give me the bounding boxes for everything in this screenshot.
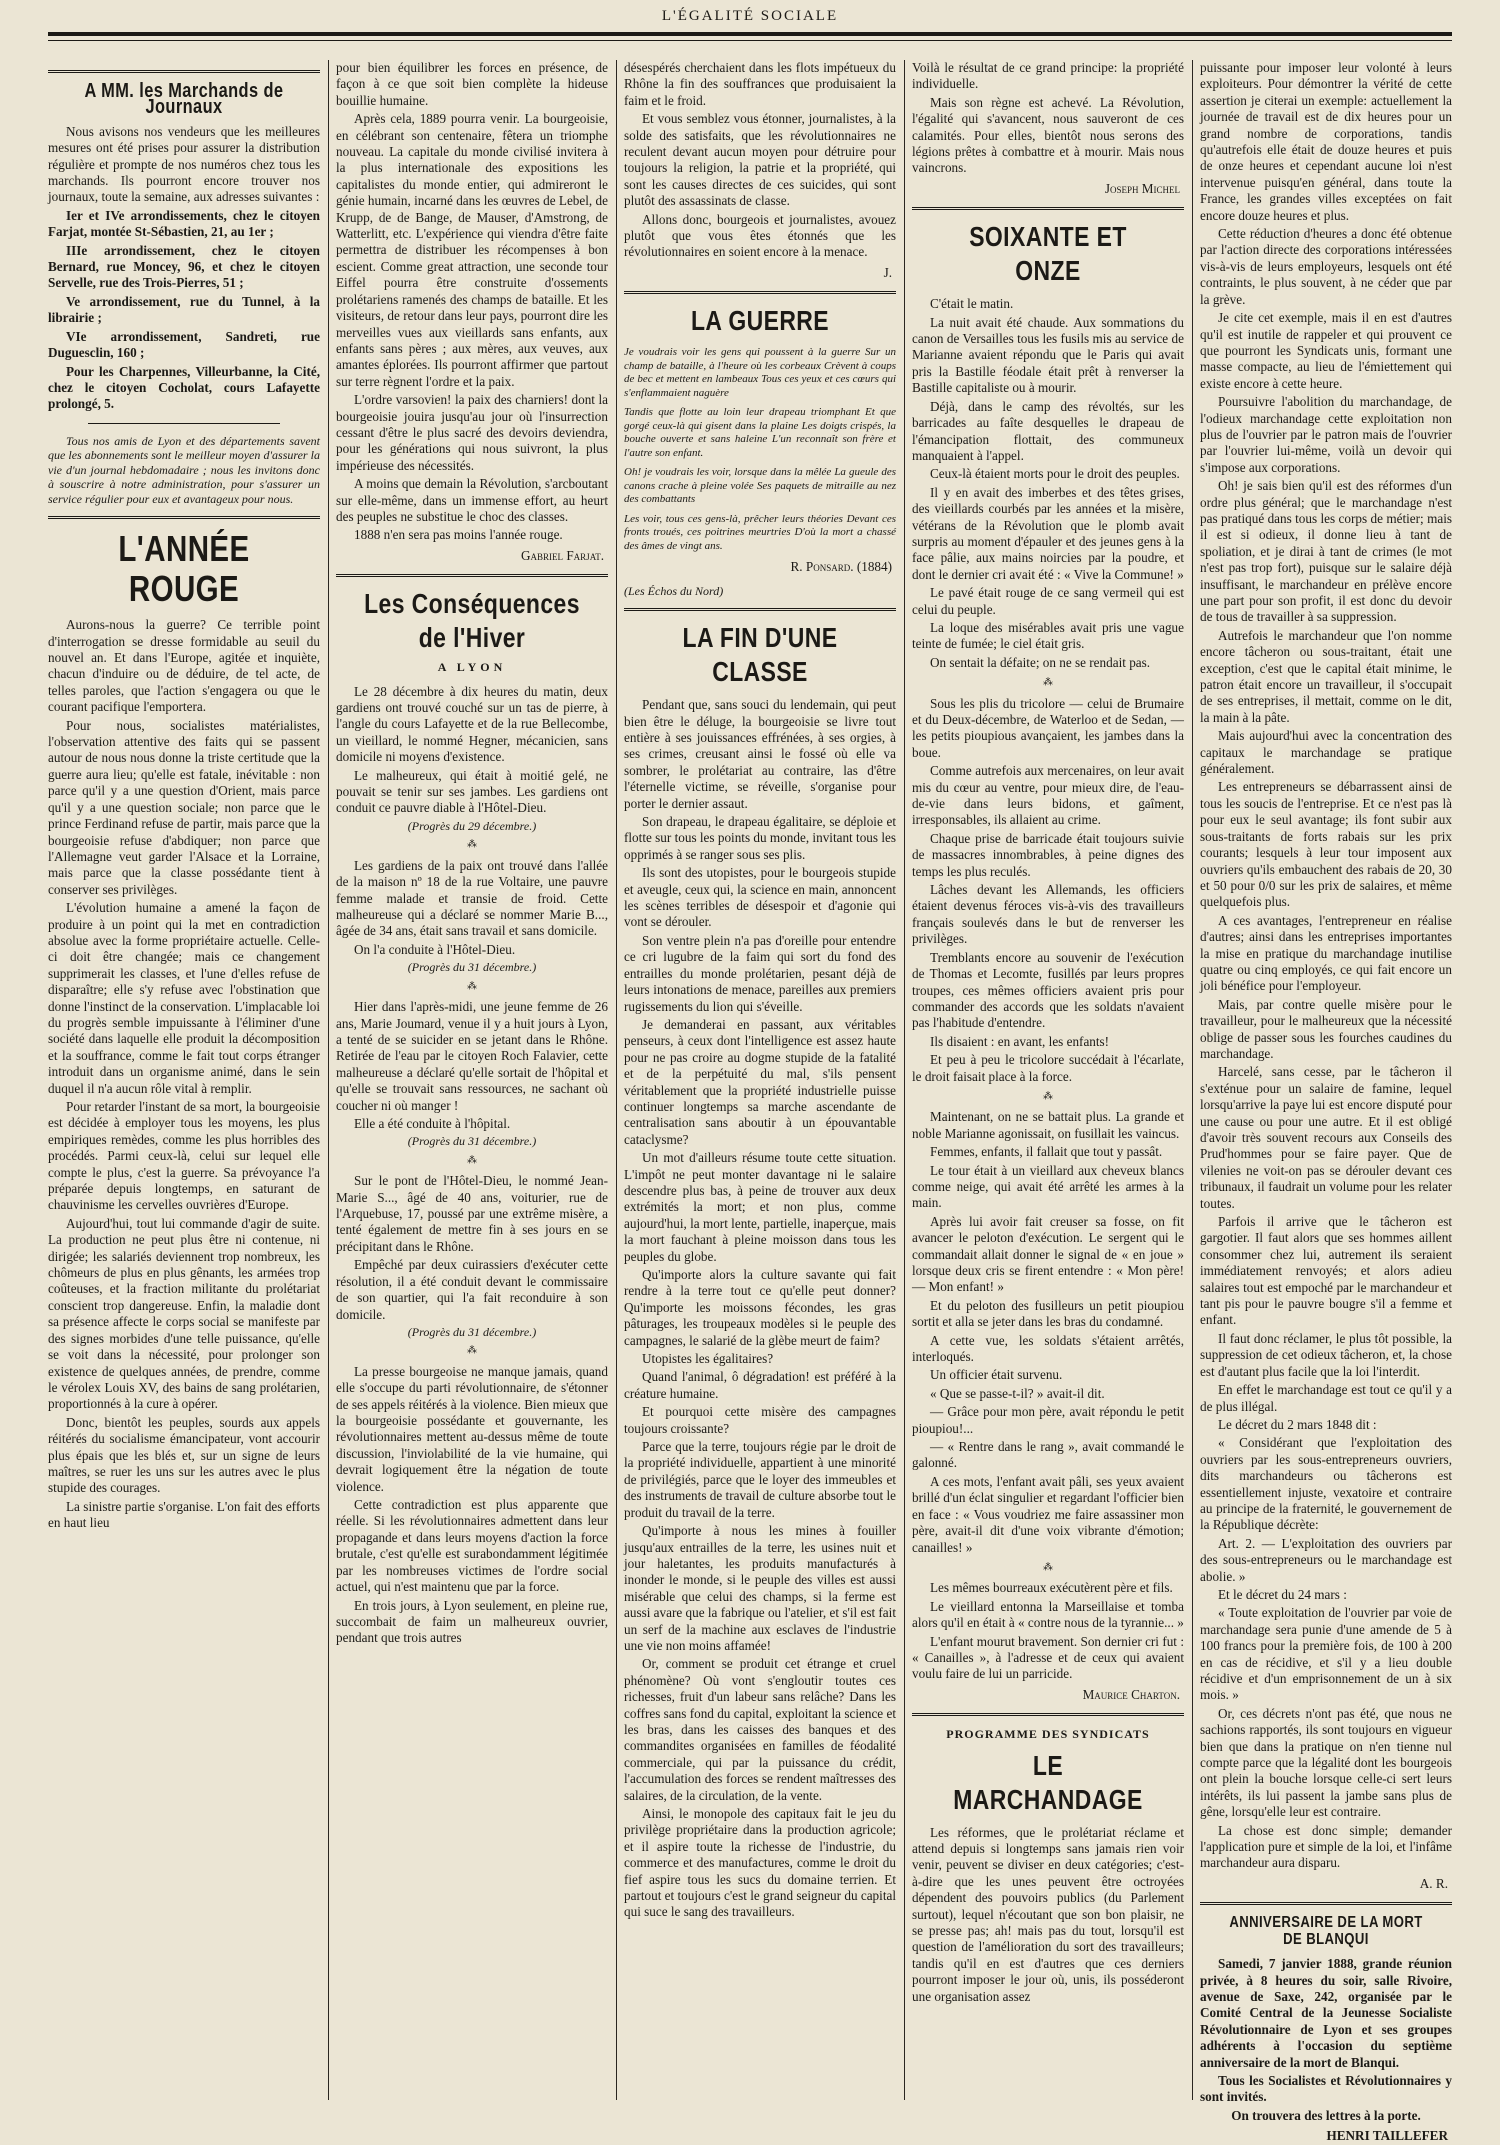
article-signature: Maurice Charton. xyxy=(1082,1686,1180,1702)
article-paragraph: Poursuivre l'abolition du marchandage, de l'odieux marchandage cette exploitation non plus de l'ouvrier par le patron mais de l'ouvrier par l'ouvrier lui-même, voilà un devoir qui s'impose aux corporations. xyxy=(1200,394,1452,475)
article-signature: J. xyxy=(883,264,892,280)
article-paragraph: Pendant que, sans souci du lendemain, qui peut bien être le déluge, la bourgeoisie se livre tout entière à ses jouissances effrénées, à ses orgies, à ses crimes, creusant ainsi le fossé où elle va sombrer, le prolétariat au contraire, las d'être l'éternelle victime, se réveille, s'organise pour porter le dernier assaut. xyxy=(624,697,896,811)
blanqui-notice: Samedi, 7 janvier 1888, grande réunion privée, à 8 heures du soir, salle Rivoire, avenue de Saxe, 242, organisée par le Comité Central de la Jeunesse Socialiste Révolutionnaire de Lyon et ses groupes adhérents à l'occasion du septième anniversaire de la mort de Blanqui. xyxy=(1200,1956,1452,2070)
masthead-rule xyxy=(48,32,1452,36)
poem-stanza: Oh! je voudrais les voir, lorsque dans la mêlée La gueule des canons crache à pleine volée Ses paquets de mitraille au nez des combattants xyxy=(624,466,896,506)
soixante-onze-title: SOIXANTE ET ONZE xyxy=(969,221,1127,287)
story-paragraph: Femmes, enfants, il fallait que tout y passât. xyxy=(930,1144,1163,1160)
article-paragraph: Voilà le résultat de ce grand principe: la propriété individuelle. xyxy=(912,60,1184,92)
story-paragraph: Comme autrefois aux mercenaires, on leur avait mis du cœur au ventre, pour mieux dire, de l'eau-de-vie dans leurs bidons, et gaîment, irresponsables, ils allaient au crime. xyxy=(912,763,1184,828)
news-source: (Progrès du 31 décembre.) xyxy=(407,960,537,975)
news-source: (Progrès du 29 décembre.) xyxy=(407,818,537,833)
rule xyxy=(48,516,320,519)
article-paragraph: Oh! je sais bien qu'il est des réformes d'un ordre plus général; que le marchandage n'est pas pratiqué dans tous les corps de métier; mais il est si odieux, il donne lieu à tant de spoliation, et je dirai à tant de crimes (le mot n'est pas trop fort), puisque sur le salaire déjà insuffisant, le marchandeur en prélève encore une part pour son profit, il est donc du devoir de tous de travailler à sa suppression. xyxy=(1200,478,1452,625)
article-paragraph: Qu'importe alors la culture savante qui fait rendre à la terre tout ce qu'elle peut donner? Qu'importe les moissons fécondes, les gras pâturages, les troupeaux modèles si le peuple des campagnes, le salarié de la glèbe meurt de faim? xyxy=(624,1267,896,1348)
guerre-title: LA GUERRE xyxy=(690,305,830,337)
story-paragraph: Et du peloton des fusilleurs un petit pioupiou sortit et alla se jeter dans les bras du condamné. xyxy=(912,1297,1184,1330)
story-paragraph: Maintenant, on ne se battait plus. La grande et noble Marianne agonissait, on fusillait les vaincus. xyxy=(912,1109,1184,1141)
poem-signature: R. Ponsard. (1884) xyxy=(790,559,892,575)
separator-stars: ⁂ xyxy=(467,1345,477,1357)
masthead xyxy=(48,6,1452,56)
rule xyxy=(88,423,280,424)
column-4 xyxy=(912,60,1184,2100)
marchands-title: A MM. les Marchands de Journaux xyxy=(84,80,284,119)
story-paragraph: La loque des misérables avait pris une vague teinte de fumée; le ciel était gris. xyxy=(912,619,1184,652)
masthead-rule xyxy=(48,40,1452,41)
article-paragraph: Art. 2. — L'exploitation des ouvriers par des sous-entrepreneurs ou le marchandage est abolie. » xyxy=(1200,1535,1452,1584)
article-paragraph: En effet le marchandage est tout ce qu'il y a de plus illégal. xyxy=(1200,1382,1452,1414)
article-paragraph: « Toute exploitation de l'ouvrier par voie de marchandage sera punie d'une amende de 5 à 100 francs pour la première fois, de 100 à 200 en cas de récidive, et s'il y a lieu double récidive et d'un emprisonnement de un à six mois. » xyxy=(1200,1605,1452,1703)
marchandage-title: LE MARCHANDAGE xyxy=(953,1749,1143,1815)
article-paragraph: A moins que demain la Révolution, s'arcboutant sur elle-même, dans un immense effort, au heurt des peuples ne substitue le choc des classes. xyxy=(336,476,608,524)
article-paragraph: Et vous semblez vous étonner, journalistes, à la solde des satisfaits, que les révolutionnaires ne reculent devant aucun moyen pour détruire pour toujours la religion, la patrie et la propriété, qui sont les causes directes de ces suicides, qui sont plutôt des assassinats de classe. xyxy=(624,111,896,209)
article-paragraph: Ils sont des utopistes, pour le bourgeois stupide et aveugle, ceux qui, la science en main, annoncent les scènes terribles de désespoir et d'agonie qui vont se dérouler. xyxy=(624,865,896,930)
article-paragraph: Aurons-nous la guerre? Ce terrible point d'interrogation se dresse formidable au seuil du nouvel an. Et dans l'Europe, agitée et inquiète, chacun d'induire ou de déduire, de tel acte, de telles paroles, que l'action s'engagera ou que le courant pacifique l'emportera. xyxy=(48,617,320,715)
rule xyxy=(624,291,896,294)
article-paragraph: Il faut donc réclamer, le plus tôt possible, la suppression de cet odieux tâcheron, et, la chose est d'autant plus facile que la loi l'interdit. xyxy=(1200,1330,1452,1379)
hiver-subtitle: A LYON xyxy=(437,660,507,675)
article-paragraph: « Considérant que l'exploitation des ouvriers par les sous-entrepreneurs ouvriers, dits marchandeurs ou tâcherons est essentiellement injuste, vexatoire et contraire au principe de la fraternité, le gouvernement de la République décrète: xyxy=(1200,1435,1452,1533)
article-paragraph: Cette réduction d'heures a donc été obtenue par l'action directe des corporations intéressées vis-à-vis de leurs employeurs, lesquels ont été contraints, le plus souvent, à ne céder que par la grève. xyxy=(1200,226,1452,307)
column-3 xyxy=(624,60,896,2100)
rule xyxy=(336,574,608,577)
article-paragraph: Un mot d'ailleurs résume toute cette situation. L'impôt ne peut monter davantage ni le salaire descendre plus bas, à peine de trouver aux deux extrémités la mort; et non plus, comme aujourd'hui, la mort lente, partielle, inaperçue, mais la mort fauchant à pleine moisson dans tous les peuples du globe. xyxy=(624,1150,896,1264)
article-paragraph: Le décret du 2 mars 1848 dit : xyxy=(1218,1416,1377,1432)
story-paragraph: Et peu à peu le tricolore succédait à l'écarlate, le droit faisait place à la force. xyxy=(912,1052,1184,1084)
column-1 xyxy=(48,60,320,2100)
article-paragraph: Qu'importe à nous les mines à fouiller jusqu'aux entrailles de la terre, les usines nuit et jour haletantes, les produits manufacturés à inonder le monde, si le peuple des villes est aussi misérable que celui des champs, si la ferme est aussi avare que la fabrique ou l'atelier, et s'il est fait un serf de la machine aux esclaves de l'industrie une vie non moins affamée! xyxy=(624,1523,896,1653)
news-item: Le 28 décembre à dix heures du matin, deux gardiens ont trouvé couché sur un tas de pierre, à l'angle du cours Lafayette et de la rue Bellecombe, un vieillard, le nommé Hegner, mécanicien, sans domicile ni moyens d'existence. xyxy=(336,683,608,765)
address-item: IIIe arrondissement, chez le citoyen Bernard, rue Moncey, 96, et chez le citoyen Servelle, rue des Trois-Pierres, 51 ; xyxy=(48,242,320,291)
article-signature: Gabriel Farjat. xyxy=(521,547,604,563)
article-paragraph: puissante pour imposer leur volonté à leurs exploiteurs. Pour démontrer la vérité de cette assertion je citerai un exemple: actuellement la journée de travail est de dix heures pour un grand nombre de corporations, tandis qu'autrefois elle était de douze heures et puis de onze heures et cependant aucune loi n'est intervenue puisqu'en général, dans toute la France, les grandes villes exceptées on fait encore douze heures et plus. xyxy=(1200,60,1452,223)
separator-stars: ⁂ xyxy=(1043,677,1053,689)
story-paragraph: Ils disaient : en avant, les enfants! xyxy=(930,1033,1110,1049)
story-paragraph: Après lui avoir fait creuser sa fosse, on fit avancer le peloton d'exécution. Le sergent qui le commandait allait donner le signal de « en joue » lorsque deux cris se firent entendre : « Mon père! — Mon enfant! » xyxy=(912,1213,1184,1295)
masthead-title: L'ÉGALITÉ SOCIALE xyxy=(661,8,839,24)
article-paragraph: Aujourd'hui, tout lui commande d'agir de suite. La production ne peut plus être ni contenue, ni dirigée; les salariés deviennent trop nombreux, les chômeurs de plus en plus gênants, les armées trop coûteuses, et la fraction militante du prolétariat conscient trop dangereuse. Enfin, la maladie dont sa présence affecte le corps social se manifeste par des signes morbides d'une telle puissance, qu'elle se voit dans la nécessité, pour prolonger son existence de quelques années, de prendre, comme le vérolex Louis XV, des bains de sang prolétarien, proportionnés à la cure à opérer. xyxy=(48,1215,320,1412)
blanqui-porte: On trouvera des lettres à la porte. xyxy=(1231,2107,1421,2123)
article-paragraph: Mais son règne est achevé. La Révolution, l'égalité qui s'avancent, nous sauveront de ces calamités. Pour elles, bientôt nous serons des légions prêtes à combattre et à mourir. Mais nous vaincrons. xyxy=(912,94,1184,176)
article-paragraph: Et le décret du 24 mars : xyxy=(1218,1586,1347,1602)
rule xyxy=(1200,1902,1452,1905)
article-paragraph: Son drapeau, le drapeau égalitaire, se déploie et flotte sur tous les points du monde, invitant tous les opprimés à se ranger sous ses plis. xyxy=(624,814,896,862)
story-paragraph: A ces mots, l'enfant avait pâli, ses yeux avaient brillé d'un éclat singulier et regardant l'officier bien en face : « Vous voudriez me faire assassiner mon père, avait-il dit d'une voix vibrante d'émotion; canailles! » xyxy=(912,1473,1184,1555)
article-paragraph: Et pourquoi cette misère des campagnes toujours croissante? xyxy=(624,1404,896,1436)
story-paragraph: La nuit avait été chaude. Aux sommations du canon de Versailles tous les fusils mis au service de Marianne avaient répondu que le Paris qui avait pris la Bastille féodale était prêt à renverser la Bastille capitaliste ou à mourir. xyxy=(912,314,1184,396)
article-paragraph: Autrefois le marchandeur que l'on nomme encore tâcheron ou sous-traitant, était une exception, c'est que le capital était minime, le patron était encore un travailleur, il s'occupait de ses entreprises, il mettait, comme on le dit, la main à la pâte. xyxy=(1200,627,1452,725)
separator-stars: ⁂ xyxy=(1043,1090,1053,1102)
story-paragraph: Le pavé était rouge de ce sang vermeil qui est celui du peuple. xyxy=(912,585,1184,617)
article-paragraph: En trois jours, à Lyon seulement, en pleine rue, succombait de faim un malheureux ouvrier, pendant que trois autres xyxy=(336,1597,608,1646)
story-paragraph: C'était le matin. xyxy=(930,296,1014,312)
article-paragraph: Allons donc, bourgeois et journalistes, avouez plutôt que vous êtes étonnés que les révolutionnaires en soient encore à la menace. xyxy=(624,211,896,260)
story-paragraph: Un officier était survenu. xyxy=(930,1367,1063,1383)
story-paragraph: Sous les plis du tricolore — celui de Brumaire et du Deux-décembre, de Waterloo et de Sedan, — les petits pioupious avançaient, les jambes dans la boue. xyxy=(912,695,1184,760)
column-5 xyxy=(1200,60,1452,2144)
article-paragraph: Son ventre plein n'a pas d'oreille pour entendre ce cri lugubre de la faim qui sort du fond des entrailles du monde prolétarien, pesant déjà de leurs intonations de menace, pareilles aux premiers rugissements du lion qui s'éveille. xyxy=(624,932,896,1014)
column-2 xyxy=(336,60,608,2100)
poem-stanza: Tandis que flotte au loin leur drapeau triomphant Et que gorgé ceux-là qui gisent dans la plaine Les doigts crispés, la bouche ouverte et sans haleine L'un reconnaît son frère et l'autre son enfant. xyxy=(624,406,896,459)
rule xyxy=(48,70,320,73)
story-paragraph: L'enfant mourut bravement. Son dernier cri fut : « Canailles », à l'adresse et de ceux qui avaient voulu faire de lui un parricide. xyxy=(912,1633,1184,1682)
marchands-intro: Nous avisons nos vendeurs que les meilleures mesures ont été prises pour assurer la distribution régulière et prompte de nos numéros chez tous les marchands. Ils pourront encore trouver nos journaux, toute la semaine, aux adresses suivantes : xyxy=(48,123,320,205)
article-signature: A. R. xyxy=(1419,1875,1448,1891)
article-paragraph: désespérés cherchaient dans les flots impétueux du Rhône la fin des souffrances que produisaient la faim et le froid. xyxy=(624,60,896,108)
article-paragraph: Les entrepreneurs se débarrassent ainsi de tous les soucis de l'entreprise. Et ce n'est pas là pour eux le seul avantage; ils font subir aux sous-traitants de forts rabais sur les prix courants; lesquels à leur tour imposent aux ouvriers qu'ils embauchent des rabais de 20, 30 et 50 pour 0/0 sur les prix de salaires, et même quelquefois plus. xyxy=(1200,779,1452,910)
news-item: Empêché par deux cuirassiers d'exécuter cette résolution, il a été conduit devant le commissaire de son quartier, qui l'a fait reconduire à son domicile. xyxy=(336,1257,608,1322)
article-paragraph: Je cite cet exemple, mais il en est d'autres qu'il est inutile de rappeler et qui prouvent ce que pourront les Syndicats unis, formant une masse compacte, au lieu de l'émiettement qui existe encore à cette heure. xyxy=(1200,310,1452,391)
story-paragraph: Ceux-là étaient morts pour le droit des peuples. xyxy=(930,466,1180,482)
story-paragraph: Tremblants encore au souvenir de l'exécution de Thomas et Lecomte, fusillés par leurs propres troupes, ces mêmes officiers avaient pris pour commander des accords que les soldats n'avaient pas l'habitude d'entendre. xyxy=(912,949,1184,1031)
story-paragraph: Lâches devant les Allemands, les officiers étaient devenus féroces vis-à-vis des travailleurs français soulevés dans le but de renverser les privilèges. xyxy=(912,882,1184,947)
annee-rouge-title: L'ANNÉE ROUGE xyxy=(118,528,250,610)
separator-stars: ⁂ xyxy=(1043,1561,1053,1573)
address-item: VIe arrondissement, Sandreti, rue Duguesclin, 160 ; xyxy=(48,328,320,361)
story-paragraph: Déjà, dans le camp des révoltés, sur les barricades au faîte desquelles le drapeau de l'émancipation flottait, des communeux manquaient à l'appel. xyxy=(912,398,1184,463)
separator-stars: ⁂ xyxy=(467,839,477,851)
news-item: Le malheureux, qui était à moitié gelé, ne pouvait se tenir sur ses jambes. Les gardiens ont conduit ce pauvre diable à l'Hôtel-Dieu. xyxy=(336,767,608,816)
story-paragraph: « Que se passe-t-il? » avait-il dit. xyxy=(930,1385,1105,1401)
article-paragraph: 1888 n'en sera pas moins l'année rouge. xyxy=(354,527,563,543)
article-paragraph: Je demanderai en passant, aux véritables penseurs, à ceux dont l'intelligence est assez haute pour ne pas croire au dogme stupide de la fatalité et de la perpétuité du mal, s'ils pensent véritablement que la propriété industrielle puisse continuer longtemps sa marche ascendante de centralisation sans aboutir à un épouvantable cataclysme? xyxy=(624,1016,896,1147)
story-paragraph: Le tour était à un vieillard aux cheveux blancs comme neige, qui avait été arrêté les armes à la main. xyxy=(912,1162,1184,1211)
article-paragraph: Or, ces décrets n'ont pas été, que nous ne sachions rapportés, ils sont toujours en vigueur bien que dans la pratique on n'en tienne nul compte parce que la légalité dont les bourgeois ont plein la bouche lorsque celle-ci sert leurs intérêts, ils lui passent la jambe sans plus de gêne, lorsqu'elle leur est contraire. xyxy=(1200,1705,1452,1820)
separator-stars: ⁂ xyxy=(467,1154,477,1166)
article-paragraph: Quand l'animal, ô dégradation! est préféré à la créature humaine. xyxy=(624,1369,896,1401)
news-source: (Progrès du 31 décembre.) xyxy=(407,1134,537,1149)
news-item: On l'a conduite à l'Hôtel-Dieu. xyxy=(354,941,516,957)
columns xyxy=(48,60,1452,2144)
article-paragraph: Les réformes, que le prolétariat réclame et attend depuis si longtemps sans jamais rien voir venir, peuvent se diviser en deux catégories; c'est-à-dire que les unes peuvent être octroyées dépendent des pouvoirs publics (du Parlement surtout), lequel n'écoutant que son bon plaisir, ne se presse pas; ah! mais pas du tout, lorsqu'il est question de l'amélioration du sort des travailleurs; tandis qu'il en est d'autres que ces derniers pourront imposer le jour où, unis, ils posséderont une organisation assez xyxy=(912,1824,1184,2004)
article-paragraph: Donc, bientôt les peuples, sourds aux appels réitérés du socialisme émancipateur, vont accourir plus épais que les blés et, sur un signe de leurs maîtres, se ruer les uns sur les autres avec le plus stupide des courages. xyxy=(48,1414,320,1496)
news-source: (Progrès du 31 décembre.) xyxy=(407,1324,537,1339)
blanqui-signature: HENRI TAILLEFER xyxy=(1326,2128,1448,2144)
article-paragraph: Pour retarder l'instant de sa mort, la bourgeoisie est décidée à employer tous les moyens, les plus empiriques remèdes, comme les plus horribles des procédés. Parmi ceux-là, celui sur lequel elle compte le plus, c'est la guerre. Sa prévoyance l'a préparée depuis longtemps, en saturant de chauvinisme les cervelles ouvrières d'Europe. xyxy=(48,1099,320,1213)
story-paragraph: Chaque prise de barricade était toujours suivie de massacres innombrables, à peine dignes des temps les plus reculés. xyxy=(912,830,1184,879)
article-paragraph: A ces avantages, l'entrepreneur en réalise d'autres; ainsi dans les entreprises importantes la mise en pratique du marchandage inutilise quatre ou cinq employés, ce qui fait encore un joli bénéfice pour l'employeur. xyxy=(1200,912,1452,994)
article-signature: Joseph Michel xyxy=(1104,180,1180,196)
article-paragraph: L'évolution humaine a amené la façon de produire à un point qui la met en contradiction absolue avec la forme propriétaire actuelle. Celle-ci doit être changée; mais ce changement supprimerait les classes, et l'une d'elles refuse de disparaître; elle s'y refuse avec l'obstination que donne l'instinct de la conservation. L'implacable loi du progrès semble impuissante à l'éliminer d'une société dans laquelle elle produit la décomposition et la souffrance, comme le fait tout corps étranger introduit dans un organisme animé, dans le sein duquel il n'a aucun rôle vital à remplir. xyxy=(48,900,320,1096)
article-paragraph: pour bien équilibrer les forces en présence, de façon à ce que soit bien complète la hideuse bouillie humaine. xyxy=(336,60,608,108)
programme-label: PROGRAMME DES SYNDICATS xyxy=(946,1727,1150,1742)
poem-stanza: Je voudrais voir les gens qui poussent à la guerre Sur un champ de bataille, à l'heure où les corbeaux Crèvent à coups de bec et mettent en lambeaux Tous ces yeux et ces cœurs qui s'enflammaient naguère xyxy=(624,346,896,399)
poem-stanza: Les voir, tous ces gens-là, prêcher leurs théories Devant ces fronts troués, ces poitrines meurtries D'où la mort a chassé des âmes de vingt ans. xyxy=(624,512,896,552)
news-item: Les gardiens de la paix ont trouvé dans l'allée de la maison nº 18 de la rue Voltaire, une pauvre femme malade et transie de froid. Cette malheureuse qui a déclaré se nommer Marie B..., âgée de 34 ans, était sans travail et sans domicile. xyxy=(336,857,608,939)
article-paragraph: L'ordre varsovien! la paix des charniers! dont la bourgeoisie jouira jusqu'au jour où l'insurrection cessant d'être le plus sacré des devoirs deviendra, pour les générations qui nous suivront, la plus impérieuse des nécessités. xyxy=(336,392,608,473)
article-paragraph: Cette contradiction est plus apparente que réelle. Si les révolutionnaires admettent dans leur propagande et dans leurs moyens d'action la force brutale, c'est qu'elle est surabondamment légitimée par les nombreuses victimes de l'ordre social actuel, qui n'est maintenu que par la force. xyxy=(336,1497,608,1595)
poem-source: (Les Échos du Nord) xyxy=(624,583,724,598)
blanqui-invite: Tous les Socialistes et Révolutionnaires y sont invités. xyxy=(1200,2072,1452,2105)
article-paragraph: Utopistes les égalitaires? xyxy=(642,1351,774,1367)
newspaper-page xyxy=(48,0,1452,2144)
news-item: Sur le pont de l'Hôtel-Dieu, le nommé Jean-Marie S..., âgé de 40 ans, voiturier, rue de l'Arquebuse, 17, poussé par une extrême misère, a tenté également de mettre fin à ses jours en se précipitant dans le Rhône. xyxy=(336,1173,608,1254)
address-item: Ve arrondissement, rue du Tunnel, à la librairie ; xyxy=(48,293,320,326)
article-paragraph: Après cela, 1889 pourra venir. La bourgeoisie, en célébrant son centenaire, fêtera un triomphe nouveau. La capitale du monde civilisé invitera à la plus internationale des expositions les capitalistes du monde entier, qui admireront le génie humain, incarné dans les œuvres de Lebel, de Krupp, de de Bange, de Mauser, d'Amstrong, de Watterlitt, etc. L'expérience qui viendra d'être faite permettra de distribuer les récompenses à bon escient. Comme great attraction, une seconde tour Eiffel pourra être construite d'ossements prolétariens ramenés des champs de bataille. Et les visiteurs, de retour dans leur pays, pourront dire les merveilles vues aux vieillards sans enfants, aux enfants sans pères ; aux mères, aux veuves, aux amantes éplorées. Ils pourront affirmer que partout sur terre règnent l'ordre et la paix. xyxy=(336,111,608,389)
article-paragraph: Ainsi, le monopole des capitaux fait le jeu du privilège propriétaire dans la production agricole; et il aspire toute la richesse de l'industrie, du commerce et des manufactures, comme le droit du fief aspire tous les sucs du domaine terrien. Et partout et toujours c'est le grand seigneur du capital qui suce le sang des travailleurs. xyxy=(624,1806,896,1920)
news-item: Hier dans l'après-midi, une jeune femme de 26 ans, Marie Joumard, venue il y a huit jours à Lyon, a tenté de se suicider en se jetant dans le Rhône. Retirée de l'eau par le citoyen Roch Falavier, cette malheureuse a déclaré qu'elle sortait de l'hôpital et qu'elle se trouvait sans ressources, ne sachant où coucher ni où manger ! xyxy=(336,999,608,1113)
article-paragraph: Harcelé, sans cesse, par le tâcheron il s'exténue pour un salaire de famine, lequel lorsqu'arrive la paye lui est encore disputé pour une cause ou pour une autre. Et il est obligé d'avoir très souvent recours aux Conseils des Prud'hommes pour se faire payer. Que de vilenies ne voit-on pas se dérouler devant ces tribunaux, il faudrait un volume pour les relater toutes. xyxy=(1200,1064,1452,1211)
article-paragraph: Mais aujourd'hui avec la concentration des capitaux le marchandage se pratique généralement. xyxy=(1200,728,1452,777)
article-paragraph: Or, comment se produit cet étrange et cruel phénomène? Où vont s'engloutir toutes ces richesses, fruit d'un labeur sans relâche? Dans les coffres sans fond du capital, exploitant la science et les bras, dans les caisses des banques et des commandites organisées en familles de féodalité commerciale, qui par la puissance du crédit, l'accumulation des forces se rendent maîtresses des salaires, de la circulation, de la vente. xyxy=(624,1656,896,1803)
story-paragraph: Le vieillard entonna la Marseillaise et tomba alors qu'il en était à « contre nous de la tyrannie... » xyxy=(912,1598,1184,1631)
hiver-title: Les Conséquences de l'Hiver xyxy=(364,588,580,654)
article-paragraph: Pour nous, socialistes matérialistes, l'observation attentive des faits qui se passent autour de nous nous donne la triste certitude que la guerre aura lieu; qu'elle est fatale, inévitable : non parce qu'il y a une question d'Orient, mais parce qu'il y a une question sociale; non parce que le prince Ferdinand refuse de partir, mais parce que la bourgeoisie refuse d'abdiquer; non parce que l'Allemagne veut garder l'Alsace et la Lorraine, mais parce que la classe possédante tient à conserver ses privilèges. xyxy=(48,717,320,897)
rule xyxy=(912,1713,1184,1716)
address-item: Ier et IVe arrondissements, chez le citoyen Farjat, montée St-Sébastien, 21, au 1er ; xyxy=(48,207,320,240)
story-paragraph: — Grâce pour mon père, avait répondu le petit pioupiou!... xyxy=(912,1404,1184,1436)
story-paragraph: A cette vue, les soldats s'étaient arrêtés, interloqués. xyxy=(912,1332,1184,1365)
rule xyxy=(624,608,896,611)
article-paragraph: Mais, par contre quelle misère pour le travailleur, pour le malheureux que la nécessité oblige de passer sous les fourches caudines du marchandage. xyxy=(1200,996,1452,1061)
story-paragraph: Les mêmes bourreaux exécutèrent père et fils. xyxy=(930,1580,1173,1596)
article-paragraph: Parce que la terre, toujours régie par le droit de la propriété individuelle, appartient à une minorité de privilégiés, parce que le loyer des immeubles et des instruments de travail de culture absorbe tout le produit du travail de la terre. xyxy=(624,1439,896,1520)
blanqui-title: ANNIVERSAIRE DE LA MORT DE BLANQUI xyxy=(1229,1914,1423,1948)
story-paragraph: On sentait la défaite; on ne se rendait pas. xyxy=(930,654,1151,670)
address-item: Pour les Charpennes, Villeurbanne, la Cité, chez le citoyen Cocholat, cours Lafayette prolongé, 5. xyxy=(48,363,320,412)
subscription-note: Tous nos amis de Lyon et des départements savent que les abonnements sont le meilleur moyen d'assurer la vie d'un journal hebdomadaire ; nous les invitons donc à souscrire à notre administration, pour s'assurer un service régulier pour eux et avantageux pour nous. xyxy=(48,433,320,506)
article-paragraph: La chose est donc simple; demander l'application pure et simple de la loi, et l'infâme marchandeur aura disparu. xyxy=(1200,1822,1452,1871)
article-paragraph: La sinistre partie s'organise. L'on fait des efforts en haut lieu xyxy=(48,1498,320,1531)
article-paragraph: La presse bourgeoise ne manque jamais, quand elle s'occupe du parti révolutionnaire, de s'étonner de ses appels réitérés à la violence. Bien mieux que la bourgeoisie possédante et gouvernante, les révolutionnaires mettent au-dessus même de toute discussion, l'inviolabilité de la vie humaine, qui devrait logiquement être la négation de toute violence. xyxy=(336,1363,608,1494)
rule xyxy=(912,207,1184,210)
separator-stars: ⁂ xyxy=(467,980,477,992)
news-item: Elle a été conduite à l'hôpital. xyxy=(354,1115,511,1131)
article-paragraph: Parfois il arrive que le tâcheron est gargotier. Il faut alors que ses hommes aillent consommer chez lui, autrement ils seraient immédiatement renvoyés; et alors adieu salaires tout est empoché par le marchandeur et tant pis pour le pauvre bougre s'il a femme et enfant. xyxy=(1200,1214,1452,1328)
story-paragraph: — « Rentre dans le rang », avait commandé le galonné. xyxy=(912,1439,1184,1471)
fin-classe-title: LA FIN D'UNE CLASSE xyxy=(682,622,838,688)
story-paragraph: Il y en avait des imberbes et des têtes grises, des vieillards courbés par les années et la misère, vétérans de la Révolution que le plomb avait surpris au moment d'épauler et des jeunes gens à la face pâlie, aux mains noircies par la poudre, et dont le dernier cri avait été : « Vive la Commune! » xyxy=(912,484,1184,582)
